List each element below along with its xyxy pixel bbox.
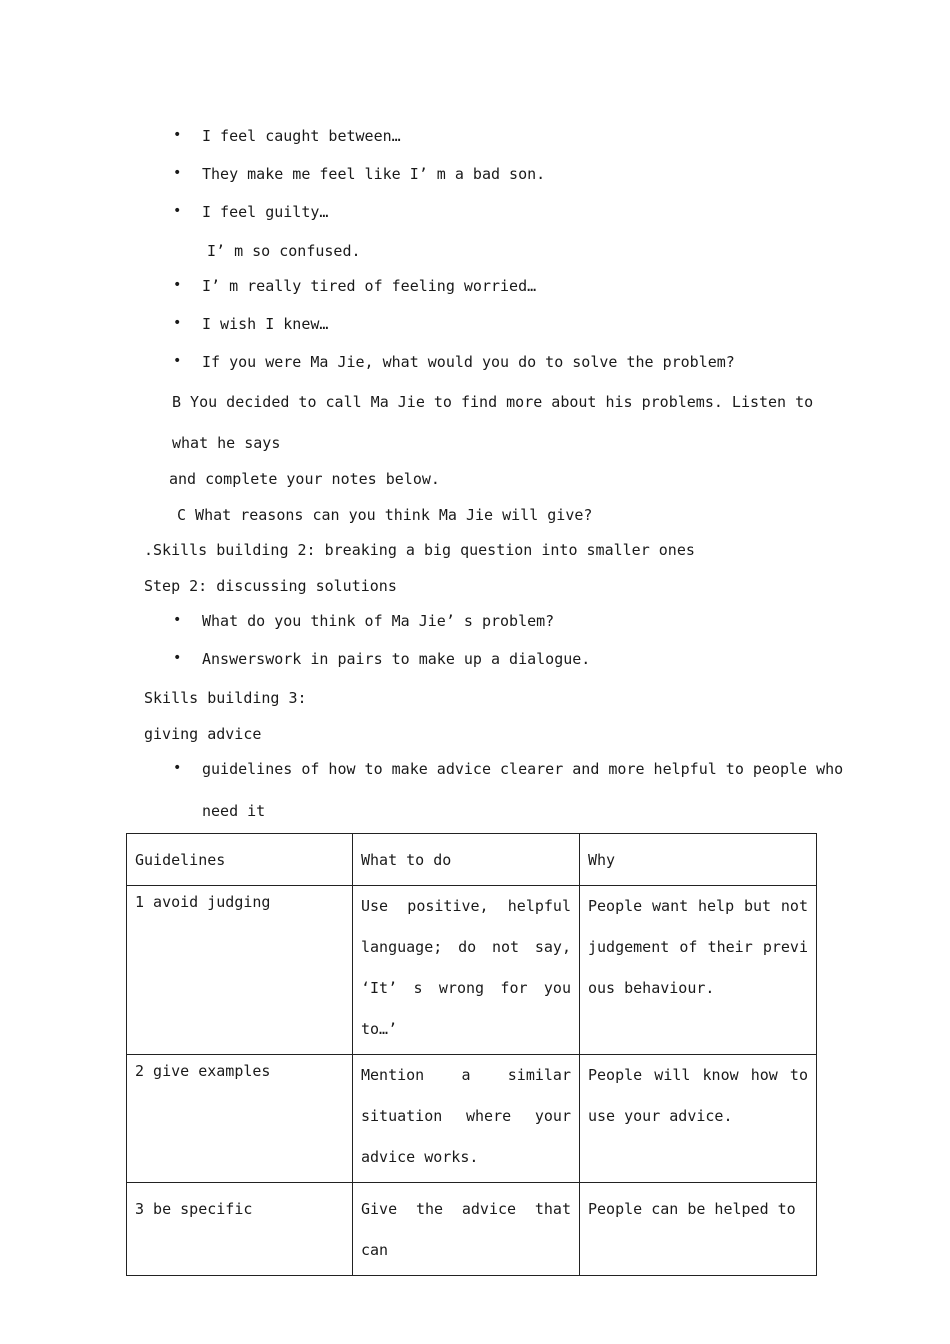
bullet-dot: • — [173, 315, 182, 331]
list-item: I’ m really tired of feeling worried… — [202, 277, 537, 295]
bullet-dot: • — [173, 612, 182, 628]
table-header-row — [127, 834, 817, 886]
table-cell: Give the advice that can — [353, 1183, 580, 1276]
giving-advice-heading: giving advice — [144, 725, 262, 743]
table-header-cell: Guidelines — [127, 834, 353, 886]
table-row — [127, 886, 817, 1055]
skills-building-2: .Skills building 2: breaking a big question into smaller ones — [144, 541, 695, 559]
bullet-dot: • — [173, 127, 182, 143]
bullet-dot: • — [173, 760, 182, 776]
list-item: They make me feel like I’ m a bad son. — [202, 165, 546, 183]
table-cell: Mention a similar situation where your advice works. — [353, 1055, 580, 1183]
skills-building-3: Skills building 3: — [144, 689, 307, 707]
table-cell: 2 give examples — [127, 1055, 353, 1183]
table-cell: People want help but not judgement of their previous behaviour. — [580, 886, 817, 1055]
list-item: What do you think of Ma Jie’ s problem? — [202, 612, 555, 630]
section-b-line1: B You decided to call Ma Jie to find more about his problems. Listen to — [172, 393, 814, 411]
bullet-dot: • — [173, 203, 182, 219]
section-b-line3: and complete your notes below. — [169, 470, 440, 488]
advice-table — [126, 833, 817, 1276]
section-c: C What reasons can you think Ma Jie will give? — [177, 506, 593, 524]
step-2-heading: Step 2: discussing solutions — [144, 577, 397, 595]
bullet-dot: • — [173, 165, 182, 181]
guideline-line2: need it — [202, 802, 266, 820]
table-cell: People will know how to use your advice. — [580, 1055, 817, 1183]
table-row — [127, 1183, 817, 1276]
table-cell: People can be helped to — [580, 1183, 817, 1276]
table-row — [127, 1055, 817, 1183]
table-header-cell: What to do — [353, 834, 580, 886]
table-cell: 1 avoid judging — [127, 886, 353, 1055]
list-item: I wish I knew… — [202, 315, 329, 333]
bullet-dot: • — [173, 650, 182, 666]
guideline-line1: guidelines of how to make advice clearer and more helpful to people who — [202, 760, 844, 778]
list-item: I feel caught between… — [202, 127, 401, 145]
list-item: I feel guilty… — [202, 203, 329, 221]
table-header-cell: Why — [580, 834, 817, 886]
table-cell: 3 be specific — [127, 1183, 353, 1276]
section-b-line2: what he says — [172, 434, 281, 452]
list-item: Answerswork in pairs to make up a dialogue. — [202, 650, 591, 668]
bullet-dot: • — [173, 277, 182, 293]
list-item: If you were Ma Jie, what would you do to solve the problem? — [202, 353, 735, 371]
table-cell: Use positive, helpful language; do not say, ‘It’ s wrong for you to…’ — [353, 886, 580, 1055]
indented-line: I’ m so confused. — [207, 242, 361, 260]
bullet-dot: • — [173, 353, 182, 369]
